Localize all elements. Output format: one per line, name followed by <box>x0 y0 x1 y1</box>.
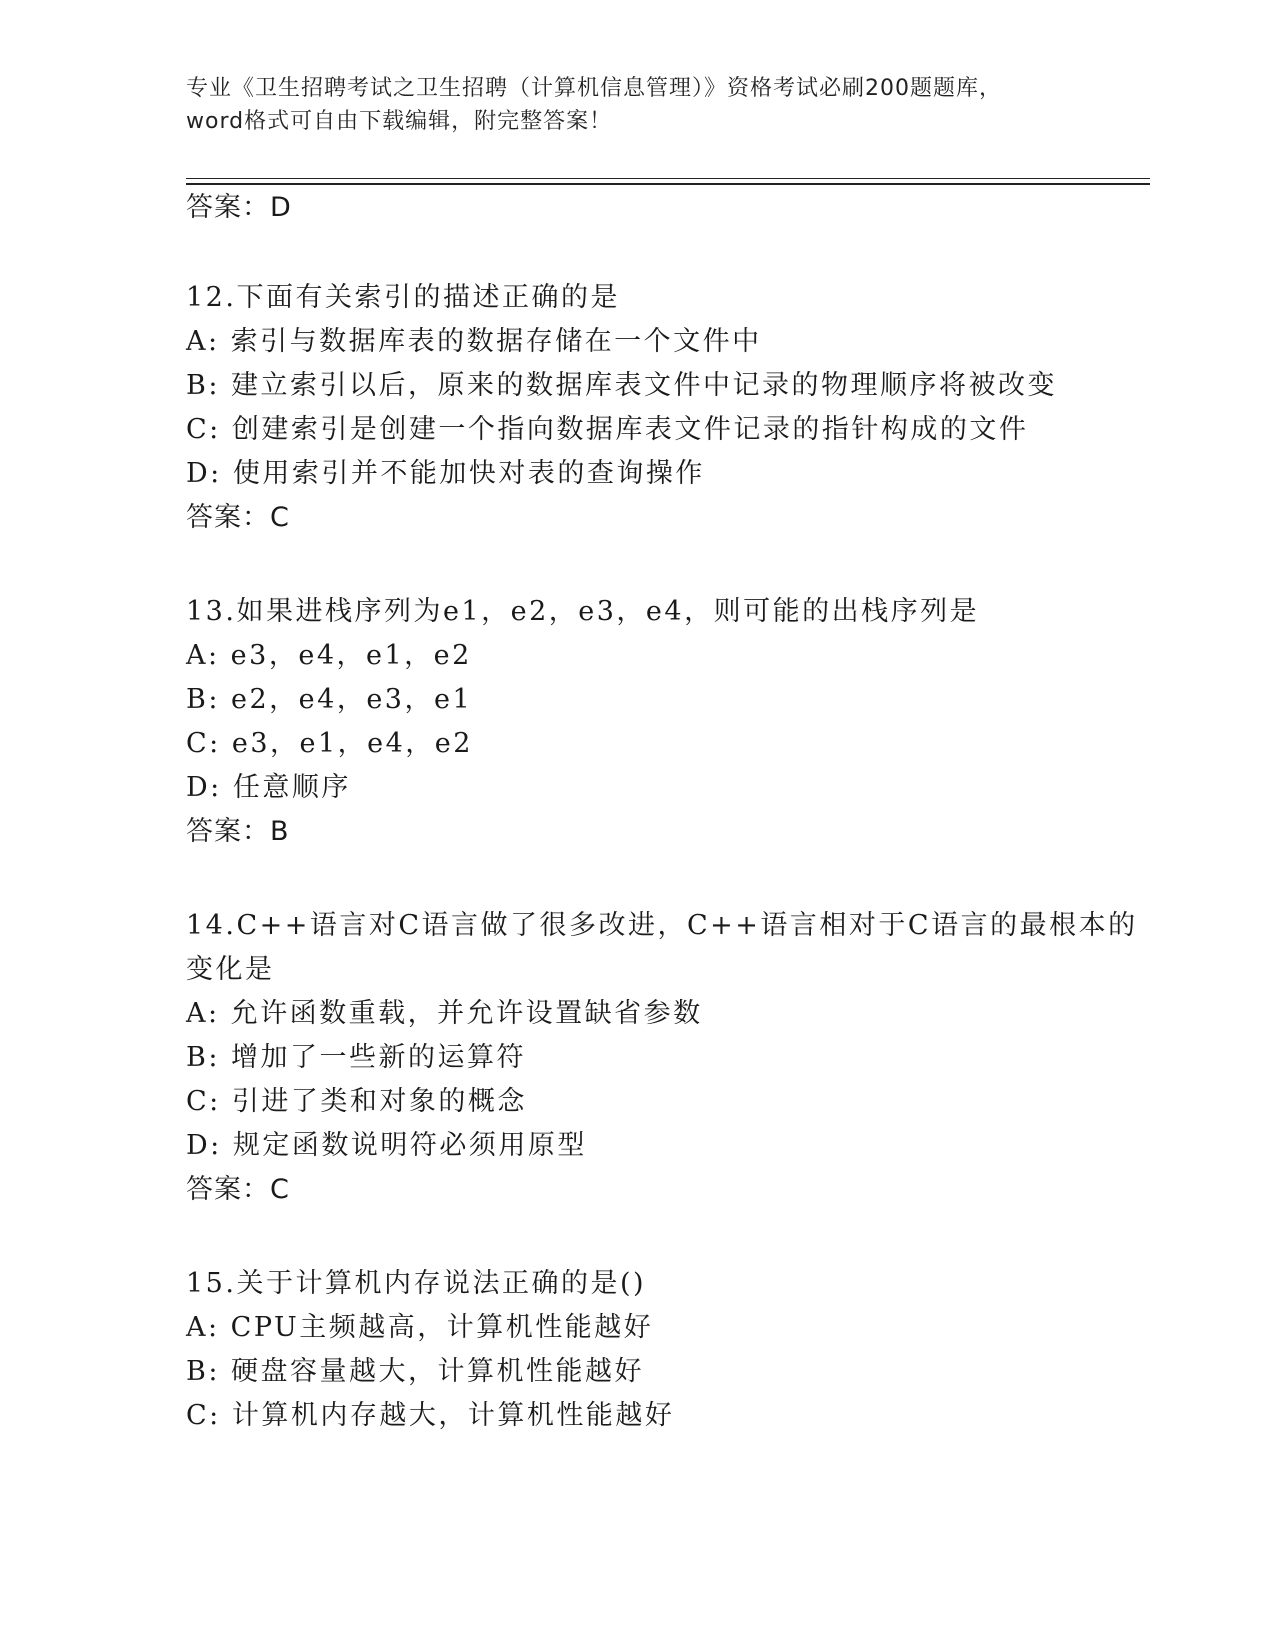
header-divider-bottom <box>186 183 1150 185</box>
option-b: B: e2，e4，e3，e1 <box>186 684 473 715</box>
header-line-2: word格式可自由下载编辑，附完整答案！ <box>186 109 613 134</box>
question-stem-continued: 变化是 <box>186 954 275 985</box>
option-a: A: 索引与数据库表的数据存储在一个文件中 <box>186 326 762 357</box>
option-b: B: 建立索引以后，原来的数据库表文件中记录的物理顺序将被改变 <box>186 370 1058 401</box>
question-stem: 13.如果进栈序列为e1，e2，e3，e4，则可能的出栈序列是 <box>186 596 980 627</box>
option-d: D: 规定函数说明符必须用原型 <box>186 1130 587 1161</box>
option-a: A: e3，e4，e1，e2 <box>186 640 472 671</box>
option-c: C: e3，e1，e4，e2 <box>186 728 473 759</box>
question-stem: 15.关于计算机内存说法正确的是() <box>186 1268 647 1299</box>
option-b: B: 增加了一些新的运算符 <box>186 1042 527 1073</box>
answer-line: 答案：D <box>186 192 292 223</box>
option-a: A: CPU主频越高，计算机性能越好 <box>186 1312 654 1343</box>
document-header <box>186 72 1086 138</box>
answer-line: 答案：C <box>186 502 290 533</box>
option-d: D: 使用索引并不能加快对表的查询操作 <box>186 458 705 489</box>
question-stem: 14.C++语言对C语言做了很多改进，C++语言相对于C语言的最根本的 <box>186 910 1138 941</box>
option-a: A: 允许函数重载，并允许设置缺省参数 <box>186 998 703 1029</box>
option-c: C: 计算机内存越大，计算机性能越好 <box>186 1400 675 1431</box>
option-c: C: 引进了类和对象的概念 <box>186 1086 527 1117</box>
header-divider-top <box>186 178 1150 179</box>
question-stem: 12.下面有关索引的描述正确的是 <box>186 282 620 313</box>
option-b: B: 硬盘容量越大，计算机性能越好 <box>186 1356 645 1387</box>
option-d: D: 任意顺序 <box>186 772 351 803</box>
answer-line: 答案：B <box>186 816 290 847</box>
answer-line: 答案：C <box>186 1174 290 1205</box>
header-line-1: 专业《卫生招聘考试之卫生招聘（计算机信息管理）》资格考试必刷200题题库， <box>186 76 1002 101</box>
option-c: C: 创建索引是创建一个指向数据库表文件记录的指针构成的文件 <box>186 414 1029 445</box>
